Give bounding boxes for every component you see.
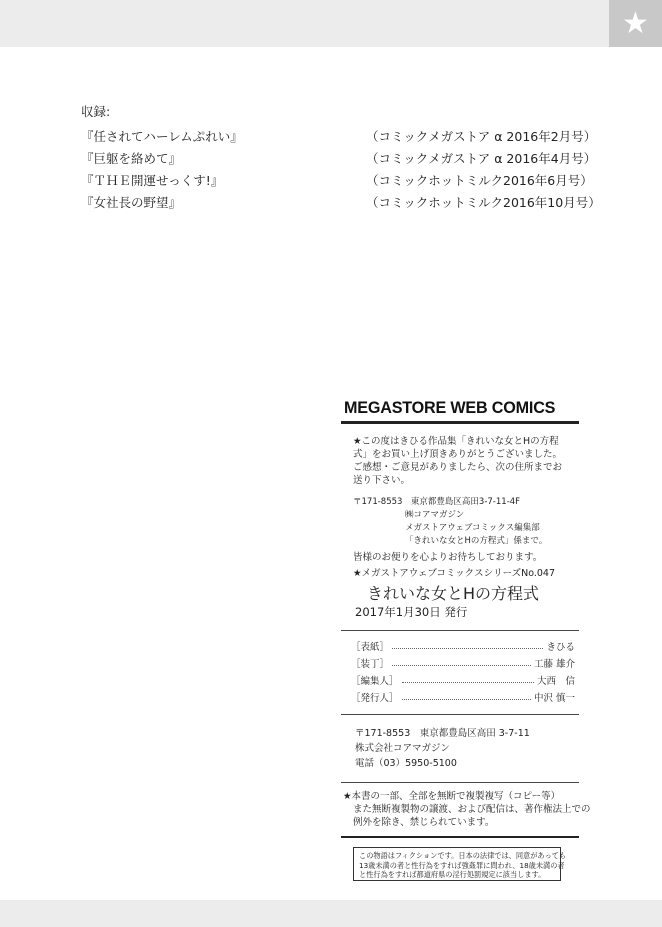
divider: [341, 421, 579, 424]
contents-source-2: （コミックメガストア α 2016年4月号）: [366, 151, 597, 166]
contents-source-4: （コミックホットミルク2016年10月号）: [366, 195, 601, 210]
divider: [341, 782, 579, 783]
leader-dots: [402, 699, 531, 700]
publisher-address: 〒171-8553 東京都豊島区高田 3-7-11: [355, 728, 530, 739]
address-line-2: ㈱コアマガジン: [405, 510, 465, 520]
copyright-line-2: また無断複製物の譲渡、および配信は、著作権法上での: [353, 804, 591, 815]
copyright-line-3: 例外を除き、禁じられています。: [353, 817, 495, 828]
credit-role: ［装丁］: [351, 659, 390, 670]
star-icon: ★: [622, 5, 649, 41]
contents-source-3: （コミックホットミルク2016年6月号）: [366, 173, 593, 188]
top-toolbar: [0, 0, 662, 47]
contents-title-3: 『ＴＨＥ開運せっくす!』: [81, 173, 224, 188]
leader-dots: [392, 648, 543, 649]
favorite-star-button[interactable]: [609, 0, 662, 47]
credit-role: ［表紙］: [351, 642, 390, 653]
credit-row: [351, 673, 575, 687]
credit-name: 工藤 雄介: [533, 659, 575, 670]
leader-dots: [392, 665, 531, 666]
notice-line-3: と性行為をすれば都道府県の淫行処罰規定に該当します。: [359, 870, 546, 879]
publisher-name: 株式会社コアマガジン: [355, 743, 450, 754]
credit-row: [351, 656, 575, 670]
address-line-1: 〒171-8553 東京都豊島区高田3-7-11-4F: [353, 497, 521, 507]
leader-dots: [402, 682, 534, 683]
credit-role: ［編集人］: [351, 676, 399, 687]
divider: [341, 630, 579, 631]
brand-logo: MEGASTORE WEB COMICS: [344, 398, 556, 417]
contents-title-4: 『女社長の野望』: [81, 195, 182, 210]
thanks-line-4: 送り下さい。: [353, 475, 411, 486]
address-line-3: メガストアウェブコミックス編集部: [405, 523, 540, 533]
contents-heading: 収録:: [81, 104, 111, 119]
credit-role: ［発行人］: [351, 693, 399, 704]
bottom-bar: [0, 900, 662, 927]
contents-source-1: （コミックメガストア α 2016年2月号）: [366, 129, 597, 144]
notice-line-2: 13歳未満の者と性行為をすれば強姦罪に問われ、18歳未満の者: [359, 860, 565, 870]
credit-name: きひる: [546, 642, 575, 653]
thanks-line-2: 式」をお買い上げ頂きありがとうございました。: [353, 449, 563, 460]
credit-name: 中沢 慎一: [533, 693, 575, 704]
publication-date: 2017年1月30日 発行: [355, 605, 468, 619]
book-title: きれいな女とHの方程式: [367, 584, 540, 603]
contents-title-1: 『任されてハーレムぷれい』: [81, 129, 243, 144]
publisher-phone: 電話（03）5950-5100: [355, 758, 457, 769]
divider: [341, 714, 579, 715]
copyright-line-1: ★本書の一部、全部を無断で複製複写（コピー等）: [343, 791, 561, 802]
divider: [341, 836, 579, 838]
credit-name: 大西 信: [536, 676, 575, 687]
fiction-notice: [353, 847, 567, 881]
address-line-4: 「きれいな女とHの方程式」係まで。: [405, 536, 548, 546]
credit-row: [351, 690, 575, 704]
thanks-line-1: ★この度はきひる作品集「きれいな女とHの方程: [353, 436, 559, 447]
contents-title-2: 『巨躯を絡めて』: [81, 151, 182, 166]
series-label: ★メガストアウェブコミックスシリーズNo.047: [353, 568, 556, 579]
notice-line-1: この物語はフィクションです。日本の法律では、同意があっても: [359, 851, 567, 860]
credit-row: [351, 639, 575, 653]
waiting-line: 皆様のお便りを心よりお待ちしております。: [353, 552, 543, 563]
thanks-line-3: ご感想・ご意見がありましたら、次の住所までお: [353, 462, 563, 473]
